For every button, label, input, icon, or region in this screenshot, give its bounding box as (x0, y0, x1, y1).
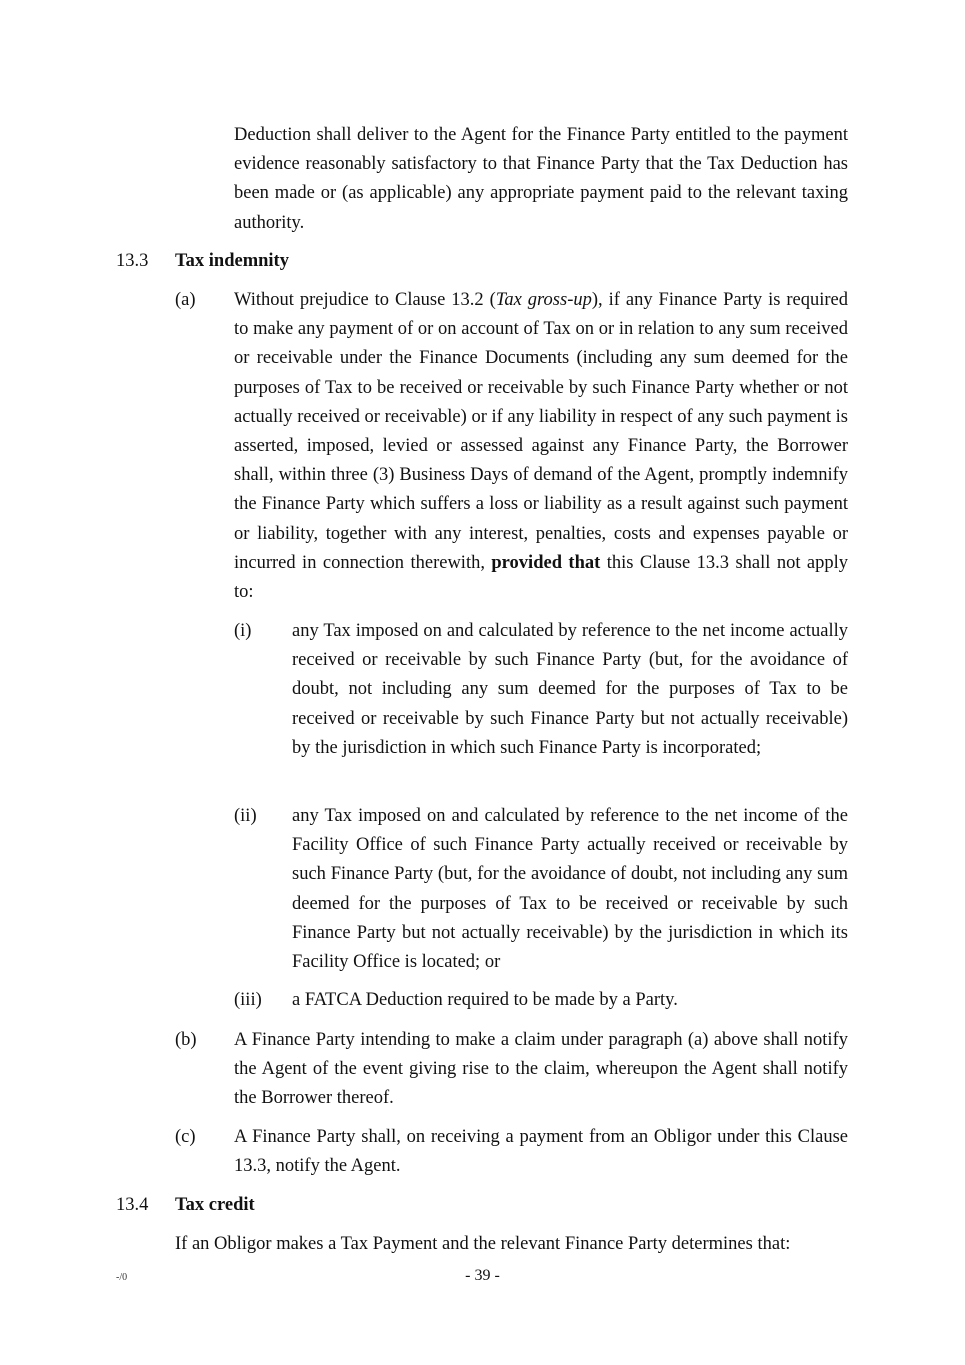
section-heading-tax-indemnity: Tax indemnity (175, 251, 289, 271)
para-a-text (234, 286, 848, 607)
para-b-text: A Finance Party intending to make a claim under paragraph (a) above shall notify the Agent of the event giving rise to the claim, whereupon the Agent shall notify the Borrower thereof. (234, 1030, 848, 1109)
para-a-label: (a) (175, 290, 196, 310)
provided-that-phrase: provided that (491, 552, 601, 573)
clause-reference-tax-gross-up: Tax gross-up (495, 290, 592, 310)
section-number-13-3: 13.3 (116, 251, 149, 271)
sub-i-label: (i) (234, 621, 252, 641)
para-c-text: A Finance Party shall, on receiving a payment from an Obligor under this Clause 13.3, notify the Agent. (234, 1127, 848, 1177)
section-number-13-4: 13.4 (116, 1195, 149, 1215)
para-c-label: (c) (175, 1127, 196, 1147)
sub-ii-text: any Tax imposed on and calculated by reference to the net income of the Facility Office of such Finance Party actually received or receivable by such Finance Party (but, for the avoidance of doubt, not including any sum deemed for the purposes of Tax to be received or receivable by such Finance Party but not actually receivable) by the jurisdiction in which its Facility Office is located; or (292, 806, 848, 973)
sub-iii-label: (iii) (234, 990, 262, 1010)
page-number: - 39 - (465, 1267, 500, 1284)
para-a-text-1: Without prejudice to Clause 13.2 ( (234, 290, 496, 310)
continuation-paragraph: Deduction shall deliver to the Agent for the Finance Party entitled to the payment evidence reasonably satisfactory to that Finance Party that the Tax Deduction has been made or (as applicable) any appropriate payment paid to the relevant taxing authority. (234, 125, 848, 233)
sub-ii-label: (ii) (234, 806, 257, 826)
section-13-4-text: If an Obligor makes a Tax Payment and the relevant Finance Party determines that: (175, 1234, 791, 1254)
sub-i-text: any Tax imposed on and calculated by reference to the net income actually received or receivable by such Finance Party (but, for the avoidance of doubt, not including any sum deemed for the purposes of Tax to be received or receivable by such Finance Party but not actually receivable) by the jurisdiction in which such Finance Party is incorporated; (292, 621, 848, 758)
para-a-text-3: this Clause 13.3 shall not apply to: (234, 552, 848, 603)
sub-iii-text: a FATCA Deduction required to be made by a Party. (292, 990, 678, 1010)
para-b-label: (b) (175, 1030, 197, 1050)
para-a-text-2: ), if any Finance Party is required to make any payment of or on account of Tax on or in relation to any sum received or receivable under the Finance Documents (including any sum deemed for the purposes of Tax to be received or receivable by such Finance Party whether or not actually received or receivable) or if any liability in respect of any such payment is asserted, imposed, levied or assessed against any Finance Party, the Borrower shall, within three (3) Business Days of demand of the Agent, promptly indemnify the Finance Party which suffers a loss or liability as a result against such payment or liability, together with any interest, penalties, costs and expenses payable or incurred in connection therewith, (234, 290, 849, 573)
footer-doc-reference: -/0 (116, 1272, 128, 1283)
section-heading-tax-credit: Tax credit (175, 1195, 255, 1215)
